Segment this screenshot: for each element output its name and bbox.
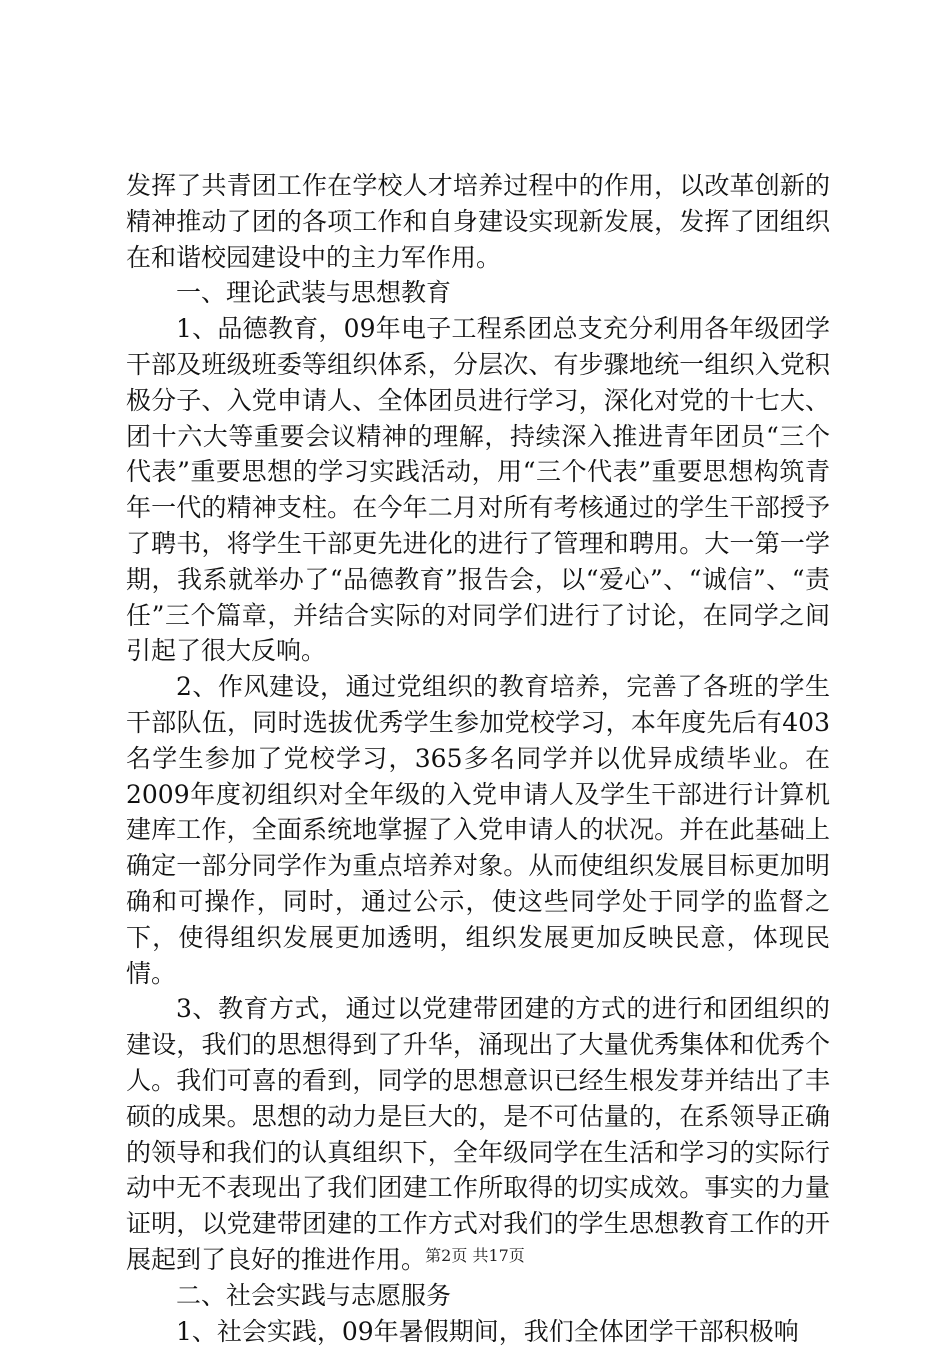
paragraph-education-method: 3、教育方式，通过以党建带团建的方式的进行和团组织的建设，我们的思想得到了升华，涌现出了大量优秀集体和优秀个人。我们可喜的看到，同学的思想意识已经生根发芽并结出了丰硕的成果。思想的动力是巨大的，是不可估量的，在系领导正确的领导和我们的认真组织下，全年级同学在生活和学习的实际行动中无不表现出了我们团建工作所取得的切实成效。事实的力量证明，以党建带团建的工作方式对我们的学生思想教育工作的开展起到了良好的推进作用。 xyxy=(126,991,830,1277)
document-body xyxy=(126,168,830,1349)
section-heading-social-practice: 二、社会实践与志愿服务 xyxy=(126,1278,830,1314)
paragraph-social-practice: 1、社会实践，09年暑假期间，我们全体团学干部积极响 xyxy=(126,1314,830,1349)
paragraph-work-style: 2、作风建设，通过党组织的教育培养，完善了各班的学生干部队伍，同时选拔优秀学生参加党校学习，本年度先后有403名学生参加了党校学习，365多名同学并以优异成绩毕业。在2009年度初组织对全年级的入党申请人及学生干部进行计算机建库工作，全面系统地掌握了入党申请人的状况。并在此基础上确定一部分同学作为重点培养对象。从而使组织发展目标更加明确和可操作，同时，通过公示，使这些同学处于同学的监督之下，使得组织发展更加透明，组织发展更加反映民意，体现民情。 xyxy=(126,669,830,991)
section-heading-theory: 一、理论武装与思想教育 xyxy=(126,275,830,311)
paragraph-moral-education: 1、品德教育，09年电子工程系团总支充分利用各年级团学干部及班级班委等组织体系，分层次、有步骤地统一组织入党积极分子、入党申请人、全体团员进行学习，深化对党的十七大、团十六大等重要会议精神的理解，持续深入推进青年团员“三个代表”重要思想的学习实践活动，用“三个代表”重要思想构筑青年一代的精神支柱。在今年二月对所有考核通过的学生干部授予了聘书，将学生干部更先进化的进行了管理和聘用。大一第一学期，我系就举办了“品德教育”报告会，以“爱心”、“诚信”、“责任”三个篇章，并结合实际的对同学们进行了讨论，在同学之间引起了很大反响。 xyxy=(126,311,830,669)
page-number-footer: 第2页 共17页 xyxy=(0,1243,950,1266)
paragraph-continuation: 发挥了共青团工作在学校人才培养过程中的作用，以改革创新的精神推动了团的各项工作和自身建设实现新发展，发挥了团组织在和谐校园建设中的主力军作用。 xyxy=(126,168,830,275)
